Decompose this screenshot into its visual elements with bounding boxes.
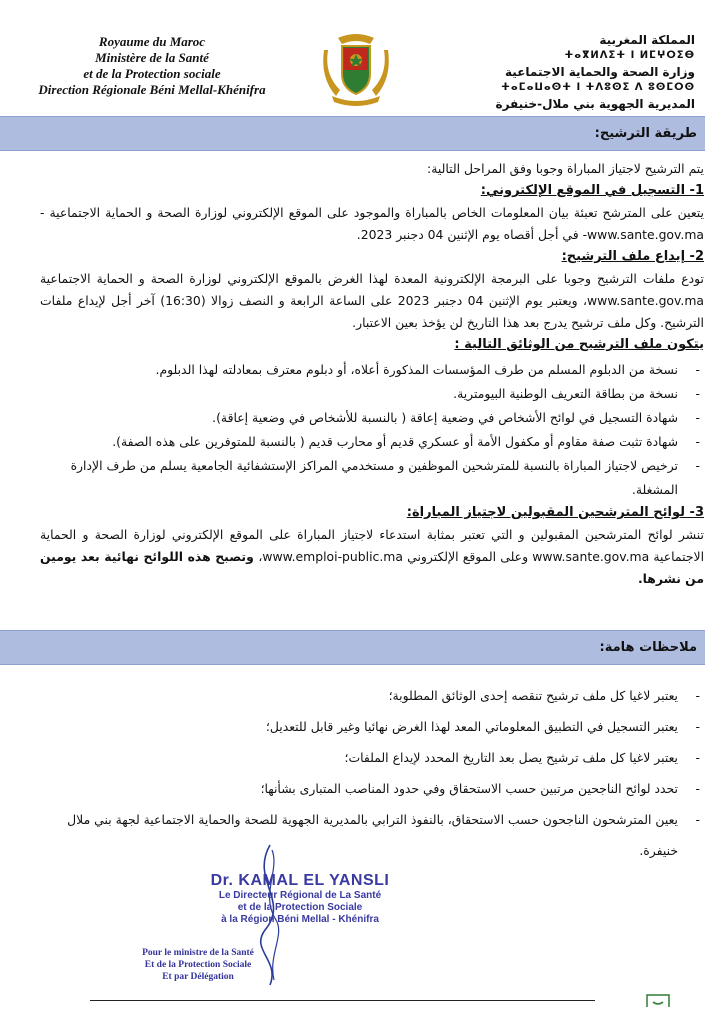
signatory-title-line: et de la Protection Sociale: [237, 902, 363, 913]
step3-paragraph: [40, 524, 704, 590]
delegation-line: Et par Délégation: [162, 972, 234, 982]
section-title: طريقة الترشيح:: [594, 126, 697, 141]
step2-text: تودع ملفات الترشيح وجوبا على البرمجة الإلكترونية المعدة لهذا الغرض بالموقع الإلكتروني لوزارة الصحة و الحماية الاجتماعية www.sante.gov.ma، ويعتبر يوم الإثنين 04 دجنبر 2023 على الساعة الرابعة و النصف زوالا (16:30) آخر أجل لإيداع ملفات الترشيح. وكل ملف ترشيح يدرج بعد هذا التاريخ لن يؤخذ بعين الاعتبار.: [40, 271, 704, 330]
step3-text: تنشر لوائح المترشحين المقبولين و التي تعتبر بمثابة استدعاء لاجتياز المباراة على الموقع الإلكتروني لوزارة الصحة و الحماية الاجتماعية www.sante.gov.ma وعلى الموقع الإلكتروني www.emploi-public.ma،: [40, 527, 705, 564]
signatory-title-line: à la Région Béni Mellal - Khénifra: [221, 914, 379, 925]
notes-list: [40, 680, 704, 866]
header-ar-line: المديرية الجهوية بني ملال-خنيفرة: [495, 97, 695, 111]
list-item: - تحدد لوائح الناجحين مرتبين حسب الاستحقاق وفي حدود المناصب المتبارى بشأنها؛: [40, 773, 678, 804]
header-fr-line: et de la Protection sociale: [83, 66, 221, 81]
footer-logo-icon: [645, 993, 671, 1009]
coat-of-arms-emblem: [318, 30, 394, 106]
header-fr-line: Ministère de la Santé: [95, 50, 209, 65]
step3-title: 3- لوائح المترشحين المقبولين لاجتياز المباراة:: [406, 505, 704, 520]
list-item: - شهادة التسجيل في لوائح الأشخاص في وضعية إعاقة ( بالنسبة للأشخاص في وضعية إعاقة).: [40, 406, 678, 430]
list-item: - نسخة من الدبلوم المسلم من طرف المؤسسات المذكورة أعلاه، أو دبلوم معترف بمعادلته لهذا الدبلوم.: [40, 358, 678, 382]
delegation-line: Pour le ministre de la Santé: [142, 948, 254, 958]
notes-title: ملاحظات هامة:: [599, 640, 697, 655]
list-item: - يعتبر التسجيل في التطبيق المعلوماتي المعد لهذا الغرض نهائيا وغير قابل للتعديل؛: [40, 711, 678, 742]
file-composition-title: يتكون ملف الترشيح من الوثائق التالية :: [454, 337, 704, 352]
header-ar-line: وزارة الصحة والحماية الاجتماعية: [505, 65, 695, 79]
step3-bold-text: وتصبح هذه اللوائح نهائية بعد يومين من نشرها.: [40, 549, 704, 586]
main-content: [40, 158, 704, 590]
list-item: - يعين المترشحون الناجحون حسب الاستحقاق، بالنفوذ الترابي بالمديرية الجهوية للصحة والحماية الاجتماعية لجهة بني ملال خنيفرة.: [40, 804, 678, 866]
list-item: - ترخيص لاجتياز المباراة بالنسبة للمترشحين الموظفين و مستخدمي المراكز الإستشفائية الجامعية يسلم من طرف الإدارة المشغلة.: [40, 454, 678, 502]
header-tifinagh-line: ⵜⴰⵎⴰⵡⴰⵙⵜ ⵏ ⵜⴷⵓⵙⵉ ⴷ ⵓⵙⵎⵔⵙ: [501, 82, 695, 93]
delegation-stamp: [118, 947, 278, 983]
delegation-line: Et de la Protection Sociale: [144, 960, 252, 970]
header-tifinagh-line: ⵜⴰⴳⵍⴷⵉⵜ ⵏ ⵍⵎⵖⵔⵉⴱ: [564, 50, 695, 61]
section-heading-band: [0, 116, 705, 151]
footer-rule: [90, 1000, 595, 1001]
signature-stamp: [195, 872, 405, 926]
notes-block: [40, 678, 704, 866]
documents-list: [40, 358, 704, 502]
step2-title: 2- إيداع ملف الترشيح:: [561, 249, 704, 264]
notes-heading-band: [0, 630, 705, 665]
signatory-name: Dr. KAMAL EL YANSLI: [210, 872, 390, 889]
step1-title: 1- التسجيل في الموقع الإلكتروني:: [480, 183, 704, 198]
step1-text: يتعين على المترشح تعبئة بيان المعلومات الخاص بالمباراة والموجود على الموقع الإلكتروني لوزارة الصحة و الحماية الاجتماعية -www.sante.gov.ma- في أجل أقصاه يوم الإثنين 04 دجنبر 2023.: [40, 205, 704, 242]
list-item: - شهادة تثبت صفة مقاوم أو مكفول الأمة أو عسكري قديم أو محارب قديم ( بالنسبة للمتوفرين على هذه الصفة).: [40, 430, 678, 454]
intro-text: يتم الترشيح لاجتياز المباراة وجوبا وفق المراحل التالية:: [427, 161, 704, 176]
header-arabic-block: [435, 32, 695, 112]
list-item: - يعتبر لاغيا كل ملف ترشيح يصل بعد التاريخ المحدد لإيداع الملفات؛: [40, 742, 678, 773]
list-item: - نسخة من بطاقة التعريف الوطنية البيومترية.: [40, 382, 678, 406]
header-french-block: [22, 34, 282, 98]
list-item: - يعتبر لاغيا كل ملف ترشيح تنقصه إحدى الوثائق المطلوبة؛: [40, 680, 678, 711]
header-fr-line: Royaume du Maroc: [98, 34, 206, 49]
header-fr-line: Direction Régionale Béni Mellal-Khénifra: [38, 82, 266, 97]
header-ar-line: المملكة المغربية: [599, 33, 695, 47]
signatory-title-line: Le Directeur Régional de La Santé: [218, 890, 382, 901]
